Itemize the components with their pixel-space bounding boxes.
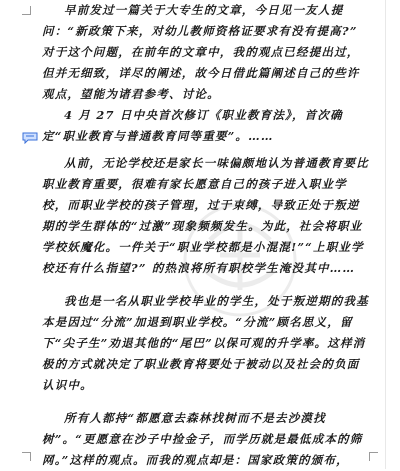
comment-bubble-icon[interactable] [22, 132, 38, 144]
document-body[interactable] [42, 0, 372, 471]
bottom-left-margin-mark [22, 452, 31, 461]
paragraph-intro: 早前发过一篇关于大专生的文章，今日见一友人提问：“新政策下来，对幼儿教师资格证要求有没有提高?” 对于这个问题，在前年的文章中，我的观点已经提出过，但并无细致，详尽的阐述，故今日借此篇阐述自己的些许观点，望能为诸君参考、讨论。 [42, 3, 360, 101]
right-page-edge [385, 0, 386, 469]
paragraph-opinion: 所有人都持“都愿意去森林找树而不是去沙漠找树”。“更愿意在沙子中捡金子，而学历就是最低成本的筛网。”这样的观点。而我的观点却是：国家政策的颁布， [42, 411, 363, 467]
paragraph-personal: 我也是一名从职业学校毕业的学生，处于叛逆期的我基本是因过“分流”加退到职业学校。“分流”顾名思义，留下“尖子生”劝退其他的“尾巴”以保可观的升学率。这样消极的方式就决定了职业教育将要处于被动以及社会的负面认识中。 [42, 294, 369, 392]
paragraph-history: 从前，无论学校还是家长一味偏颇地认为普通教育要比职业教育重要，很难有家长愿意自己的孩子进入职业学校，而职业学校的孩子管理，过于束缚，导致正处于叛逆期的学生群体的“过激”现象频频发生。为此，社会将职业学校妖魔化。一件关于“职业学校都是小混混!”“上职业学校还有什么指望?” 的热浪将所有职校学生淹没其中…… [42, 156, 369, 275]
paragraph-law-revision: 4 月 27 日中央首次修订《职业教育法》，首次确定“职业教育与普通教育同等重要”。…… [42, 108, 343, 143]
top-left-margin-mark [22, 6, 31, 15]
